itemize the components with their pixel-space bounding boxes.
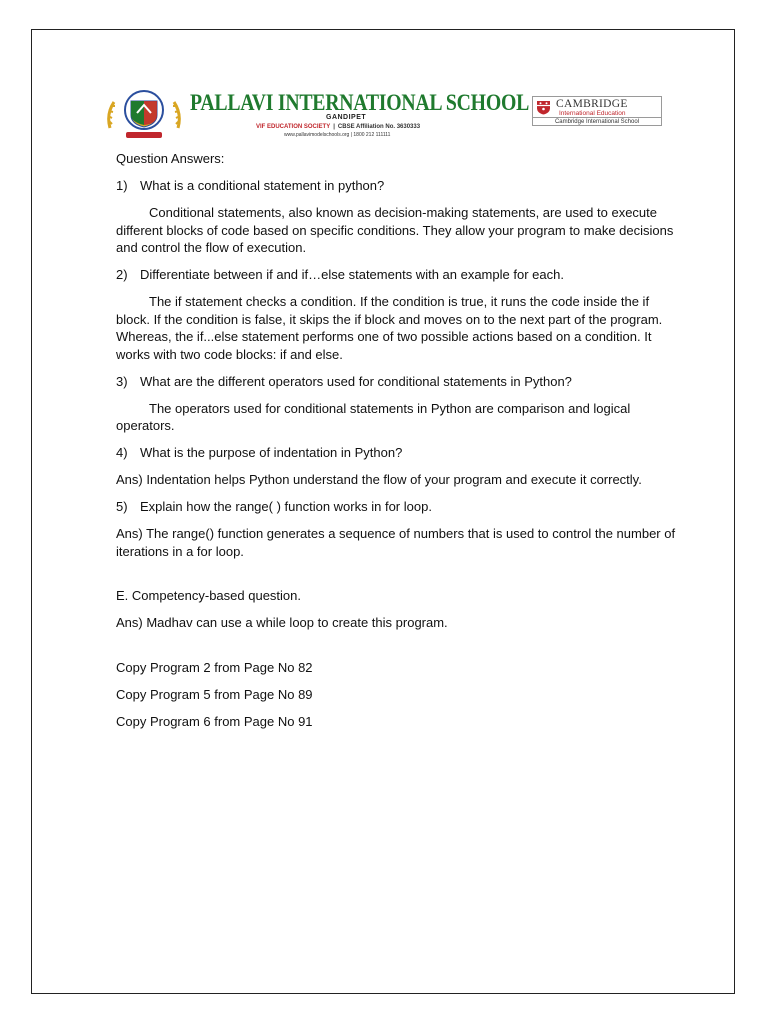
document-body bbox=[116, 150, 676, 740]
school-name: PALLAVI INTERNATIONAL SCHOOL bbox=[190, 90, 530, 115]
program-reference: Copy Program 6 from Page No 91 bbox=[116, 713, 313, 729]
cambridge-subtitle: International Education bbox=[559, 110, 626, 117]
cambridge-footer: Cambridge International School bbox=[533, 117, 661, 127]
program-reference: Copy Program 5 from Page No 89 bbox=[116, 686, 313, 702]
question-text: What is a conditional statement in python? bbox=[140, 178, 385, 193]
question-number: 1) bbox=[116, 178, 128, 193]
question-text: What is the purpose of indentation in Python? bbox=[140, 445, 403, 460]
answer-3: The operators used for conditional statements in Python are comparison and logical operators. bbox=[116, 400, 631, 433]
question-2 bbox=[116, 266, 676, 284]
question-number: 4) bbox=[116, 445, 128, 460]
competency-heading: E. Competency-based question. bbox=[116, 588, 301, 603]
spacer bbox=[116, 570, 676, 588]
cambridge-name: CAMBRIDGE bbox=[556, 98, 628, 110]
program-reference: Copy Program 2 from Page No 82 bbox=[116, 659, 313, 675]
question-3 bbox=[116, 373, 676, 391]
affiliation-line bbox=[256, 124, 420, 130]
cbse-affiliation: CBSE Affiliation No. 3630333 bbox=[337, 124, 421, 130]
question-number: 3) bbox=[116, 373, 128, 389]
letterhead bbox=[104, 88, 664, 144]
answer-4: Ans) Indentation helps Python understand the flow of your program and execute it correctly. bbox=[116, 472, 642, 487]
question-5 bbox=[116, 498, 676, 516]
school-crest-logo bbox=[104, 88, 184, 140]
answer-1: Conditional statements, also known as decision-making statements, are used to execute different blocks of code based on specific conditions. They allow your program to make decisions and control the flow of execution. bbox=[116, 205, 674, 255]
question-text: Differentiate between if and if…else statements with an example for each. bbox=[140, 267, 564, 282]
answer-2: The if statement checks a condition. If the condition is true, it runs the code inside the if block. If the condition is false, it skips the if block and moves on to the next part of the program. Whereas, the if...else statement performs one of two possible actions based on a condition. It works with two code blocks: if and else. bbox=[116, 294, 663, 362]
question-text: Explain how the range( ) function works in for loop. bbox=[140, 499, 432, 514]
cambridge-shield-icon bbox=[536, 100, 551, 115]
question-text: What are the different operators used for conditional statements in Python? bbox=[140, 373, 572, 389]
question-number: 5) bbox=[116, 499, 128, 514]
competency-answer: Ans) Madhav can use a while loop to create this program. bbox=[116, 615, 448, 630]
question-4 bbox=[116, 444, 676, 462]
school-location: GANDIPET bbox=[326, 114, 367, 121]
society-name: VIF EDUCATION SOCIETY bbox=[256, 124, 331, 130]
question-number: 2) bbox=[116, 267, 128, 282]
question-1 bbox=[116, 177, 676, 195]
contact-line: www.pallavimodelschools.org | 1800 212 111111 bbox=[284, 132, 391, 138]
answer-5: Ans) The range() function generates a sequence of numbers that is used to control the number of iterations in a for loop. bbox=[116, 526, 676, 559]
spacer bbox=[116, 641, 676, 659]
cambridge-logo bbox=[532, 96, 662, 126]
separator: | bbox=[333, 124, 335, 130]
section-heading: Question Answers: bbox=[116, 151, 225, 166]
